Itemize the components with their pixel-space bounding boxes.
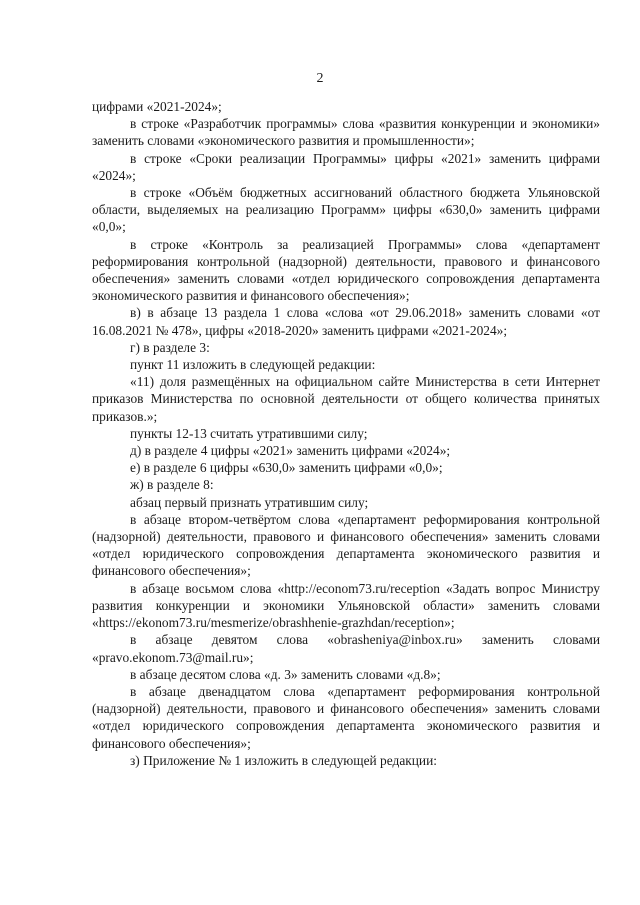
paragraph: д) в разделе 4 цифры «2021» заменить цифрами «2024»; <box>130 443 451 459</box>
paragraph: в) в абзаце 13 раздела 1 слова «слова «от 29.06.2018» заменить словами «от 16.08.2021 № 478», цифры «2018-2020» заменить цифрами «2021-2024»; <box>92 305 600 338</box>
paragraph: з) Приложение № 1 изложить в следующей редакции: <box>130 752 437 768</box>
paragraph: в строке «Объём бюджетных ассигнований областного бюджета Ульяновской области, выделяемых на реализацию Программ» цифры «630,0» заменить цифрами «0,0»; <box>92 185 600 235</box>
paragraph: в абзаце втором-четвёртом слова «департамент реформирования контрольной (надзорной) деятельности, правового и финансового обеспечения» заменить словами «отдел юридического сопровождения департамента экономического развития и финансового обеспечения»; <box>92 511 600 579</box>
paragraph: в абзаце десятом слова «д. 3» заменить словами «д.8»; <box>130 666 441 682</box>
paragraph: в абзаце восьмом слова «http://econom73.ru/reception «Задать вопрос Министру развития конкуренции и экономики Ульяновской области» заменить словами «https://ekonom73.ru/mesmerize/obrashhenie-grazhdan/reception»; <box>92 580 600 631</box>
paragraph: в строке «Сроки реализации Программы» цифры «2021» заменить цифрами «2024»; <box>92 150 600 183</box>
paragraph: в строке «Контроль за реализацией Программы» слова «департамент реформирования контрольной (надзорной) деятельности, правового и финансового обеспечения» заменить словами «отдел юридического сопровождения департамента экономического развития и финансового обеспечения»; <box>92 236 600 304</box>
paragraph: пункт 11 изложить в следующей редакции: <box>130 357 376 373</box>
paragraph: цифрами «2021-2024»; <box>92 99 222 114</box>
page-number: 2 <box>316 71 324 86</box>
paragraph: в строке «Разработчик программы» слова «развития конкуренции и экономики» заменить словами «экономического развития и промышленности»; <box>92 116 600 149</box>
paragraph: абзац первый признать утратившим силу; <box>130 494 369 510</box>
paragraph: в абзаце девятом слова «obrasheniya@inbox.ru» заменить словами «pravo.ekonom.73@mail.ru»; <box>92 632 600 665</box>
paragraph: е) в разделе 6 цифры «630,0» заменить цифрами «0,0»; <box>130 460 443 476</box>
paragraph: в абзаце двенадцатом слова «департамент реформирования контрольной (надзорной) деятельности, правового и финансового обеспечения» заменить словами «отдел юридического сопровождения департамента экономического развития и финансового обеспечения»; <box>92 683 600 751</box>
document-body <box>92 98 600 769</box>
paragraph: ж) в разделе 8: <box>130 477 214 493</box>
paragraph: пункты 12-13 считать утратившими силу; <box>130 425 368 441</box>
paragraph: г) в разделе 3: <box>130 339 210 355</box>
paragraph: «11) доля размещённых на официальном сайте Министерства в сети Интернет приказов Министерства по основной деятельности от общего количества принятых приказов.»; <box>92 374 600 424</box>
